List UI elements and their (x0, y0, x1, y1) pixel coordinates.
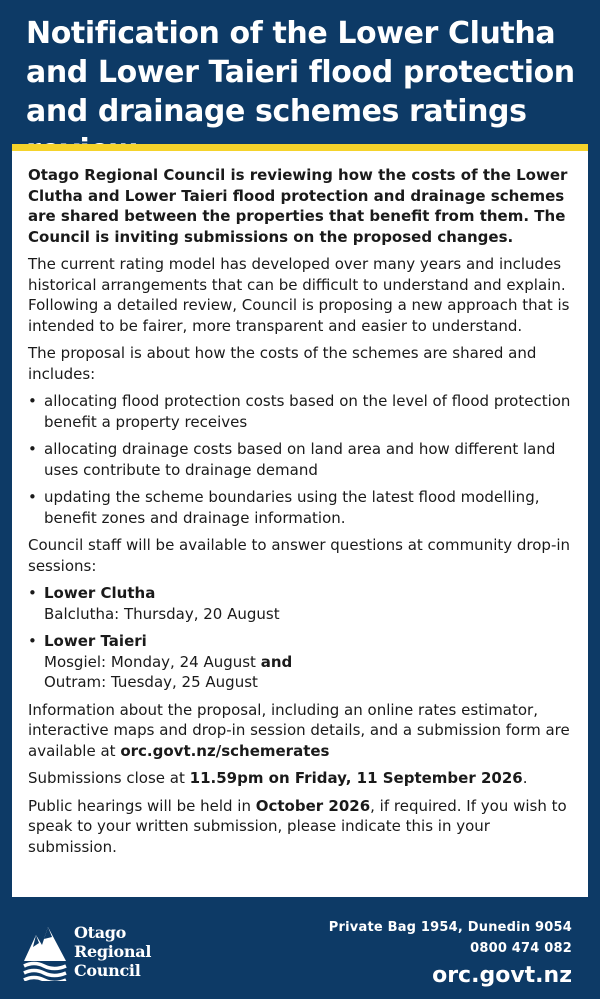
footer (0, 897, 600, 999)
mountain-river-icon (22, 921, 68, 981)
paragraph-information (28, 700, 572, 762)
submission-deadline: 11.59pm on Friday, 11 September 2026 (189, 769, 523, 787)
hearing-month: October 2026 (255, 796, 371, 815)
logo-line: Otago (74, 923, 127, 942)
contact-details (329, 917, 572, 991)
website-link[interactable]: orc.govt.nz (432, 963, 572, 988)
list-item: • updating the scheme boundaries using the latest flood modelling, benefit zones and drainage information. (28, 487, 572, 528)
session-name: Lower Taieri (44, 632, 147, 650)
page-title: Notification of the Lower Clutha and Lower Taieri flood protection and drainage schemes ratings (26, 16, 575, 129)
notice-panel (12, 144, 588, 897)
paragraph-proposal: The proposal is about how the costs of the schemes are shared and includes: (28, 344, 537, 383)
paragraph-hearings (28, 796, 572, 858)
session-date: Balclutha: Thursday, 20 August (44, 604, 280, 623)
session-lower-clutha (28, 583, 572, 624)
session-conjunction: and (260, 652, 293, 671)
postal-address: Private Bag 1954, Dunedin 9054 (328, 920, 572, 935)
paragraph-drop-in: Council staff will be available to answer questions at community drop-in sessions: (28, 536, 571, 575)
schemerates-link[interactable]: orc.govt.nz/schemerates (120, 741, 330, 760)
paragraph-submissions-close (28, 768, 572, 789)
paragraph-rating-model: The current rating model has developed over many years and includes historical arrangements that can be difficult to understand and explain. Following a detailed review, Council is proposing a new approach that is intended to be fairer, more transparent and easier to understand. (28, 255, 570, 335)
hearings-text: Public hearings will be held in (28, 796, 256, 815)
orc-logo (22, 921, 192, 985)
session-date: Outram: Tuesday, 25 August (44, 673, 258, 691)
session-date: Mosgiel: Monday, 24 August (44, 652, 261, 671)
logo-line: Council (74, 961, 141, 980)
list-item: • allocating flood protection costs based on the level of flood protection benefit a property receives (28, 391, 572, 432)
lead-paragraph: Otago Regional Council is reviewing how the costs of the Lower Clutha and Lower Taieri flood protection and drainage schemes are shared between the properties that benefit from them. The Council is inviting submissions on the proposed changes. (28, 166, 568, 246)
phone-number[interactable]: 0800 474 082 (470, 941, 572, 956)
hearings-text-end: , if required. If you wish to speak to your written submission, please indicate this in your submission. (28, 796, 567, 856)
information-text: Information about the proposal, including an online rates estimator, interactive maps and drop-in session details, and a submission form are available at (28, 700, 570, 760)
list-item: • allocating drainage costs based on land area and how different land uses contribute to drainage demand (28, 439, 572, 480)
session-name: Lower Clutha (44, 584, 156, 602)
submissions-text-end: . (522, 769, 528, 787)
session-list (28, 583, 572, 693)
session-lower-taieri (28, 631, 572, 693)
logo-line: Regional (74, 942, 152, 961)
logo-wordmark (74, 923, 151, 980)
submissions-text: Submissions close at (28, 769, 190, 787)
proposal-list (28, 391, 572, 528)
